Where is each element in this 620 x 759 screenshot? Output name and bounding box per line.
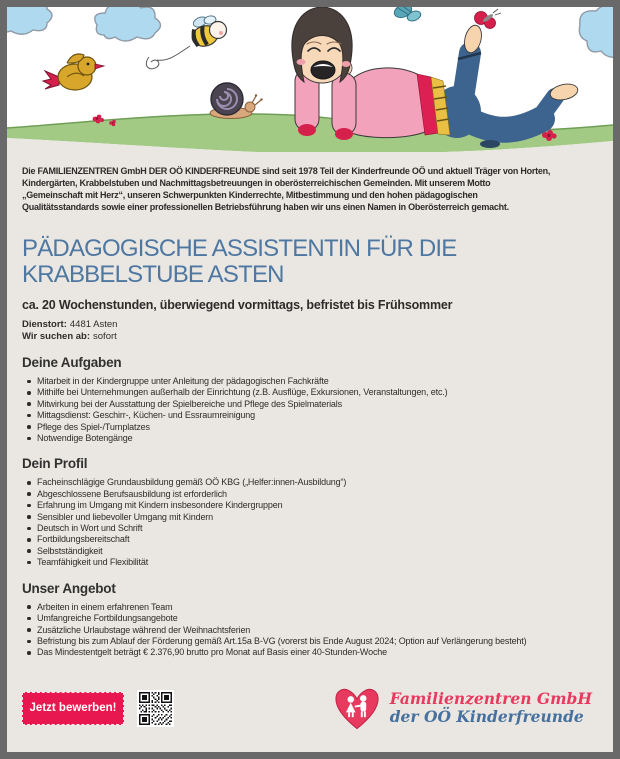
intro-line: „Gemeinschaft mit Herz“, unseren Schwerpunkten Kinderrechte, Mitbestimmung und den hohen pädagogischen (22, 190, 478, 200)
logo-company-name: Familienzentren GmbH (389, 689, 592, 709)
angebot-list (22, 602, 595, 659)
list-item: Arbeiten in einem erfahrenen Team (22, 602, 595, 613)
list-item: Das Mindestentgelt beträgt € 2.376,90 brutto pro Monat auf Basis einer 40-Stunden-Woche (22, 647, 595, 658)
title-line: KRABBELSTUBE ASTEN (22, 261, 284, 288)
intro-paragraph (22, 165, 595, 213)
flyer-content (7, 165, 613, 731)
list-item: Mitwirkung bei der Ausstattung der Spielbereiche und Pflege des Spielmaterials (22, 399, 595, 410)
list-item: Facheinschlägige Grundausbildung gemäß OÖ KBG („Helfer:innen-Ausbildung“) (22, 477, 595, 488)
section-heading-angebot: Unser Angebot (22, 580, 116, 596)
list-item: Teamfähigkeit und Flexibilität (22, 557, 595, 568)
detail-start-date (22, 331, 595, 343)
list-item: Abgeschlossene Berufsausbildung ist erforderlich (22, 489, 595, 500)
list-item: Befristung bis zum Ablauf der Förderung gemäß Art.15a B-VG (vorerst bis Ende August 2024; Option auf Verlängerung besteht) (22, 636, 595, 647)
company-logo (333, 686, 592, 731)
section-heading-profil: Dein Profil (22, 456, 88, 472)
logo-wordmark (390, 690, 592, 726)
list-item: Mitarbeit in der Kindergruppe unter Anleitung der pädagogischen Fachkräfte (22, 376, 595, 387)
heart-icon (333, 686, 381, 731)
cloud-icon (95, 7, 161, 41)
list-item: Umfangreiche Fortbildungsangebote (22, 613, 595, 624)
list-item: Erfahrung im Umgang mit Kindern insbesondere Kindergruppen (22, 500, 595, 511)
section-heading-aufgaben: Deine Aufgaben (22, 355, 122, 370)
detail-label: Wir suchen ab: (22, 331, 91, 342)
detail-value: sofort (93, 331, 117, 342)
detail-dienstort (22, 319, 595, 331)
list-item: Selbstständigkeit (22, 546, 595, 557)
intro-line: Die FAMILIENZENTREN GmbH DER OÖ KINDERFREUNDE sind seit 1978 Teil der Kinderfreunde OÖ und aktuell Träger von Horten, (22, 166, 551, 176)
logo-org-name: der OÖ Kinderfreunde (389, 707, 584, 727)
qr-code (137, 690, 174, 727)
profil-list (22, 477, 595, 568)
list-item: Notwendige Botengänge (22, 433, 595, 444)
job-conditions-subtitle: ca. 20 Wochenstunden, überwiegend vormittags, befristet bis Frühsommer (22, 298, 453, 312)
list-item: Sensibler und liebevoller Umgang mit Kindern (22, 512, 595, 523)
intro-line: Kindergärten, Krabbelstuben und Nachmittagsbetreuungen in oberösterreichischen Gemeinden. Mit unserem Motto (22, 178, 491, 188)
list-item: Mittagsdienst: Geschirr-, Küchen- und Essraumreinigung (22, 410, 595, 421)
list-item: Pflege des Spiel-/Turnplatzes (22, 422, 595, 433)
title-line: PÄDAGOGISCHE ASSISTENTIN FÜR DIE (22, 235, 457, 262)
intro-line: Qualitätsstandards sowie einer professionellen Betriebsführung haben wir uns einen Namen in Oberösterreich gemacht. (22, 202, 509, 212)
apply-button[interactable]: Jetzt bewerben! (22, 692, 124, 725)
detail-value: 4481 Asten (69, 319, 118, 330)
list-item: Deutsch in Wort und Schrift (22, 523, 595, 534)
footer (22, 686, 595, 731)
header-illustration (7, 7, 613, 152)
detail-label: Dienstort: (22, 319, 67, 330)
list-item: Zusätzliche Urlaubstage während der Weihnachtsferien (22, 625, 595, 636)
list-item: Mithilfe bei Unternehmungen außerhalb der Einrichtung (z.B. Ausflüge, Exkursionen, Veranstaltungen, etc.) (22, 387, 595, 398)
job-details (22, 319, 595, 343)
list-item: Fortbildungsbereitschaft (22, 534, 595, 545)
aufgaben-list (22, 376, 595, 444)
page-title (22, 236, 595, 288)
